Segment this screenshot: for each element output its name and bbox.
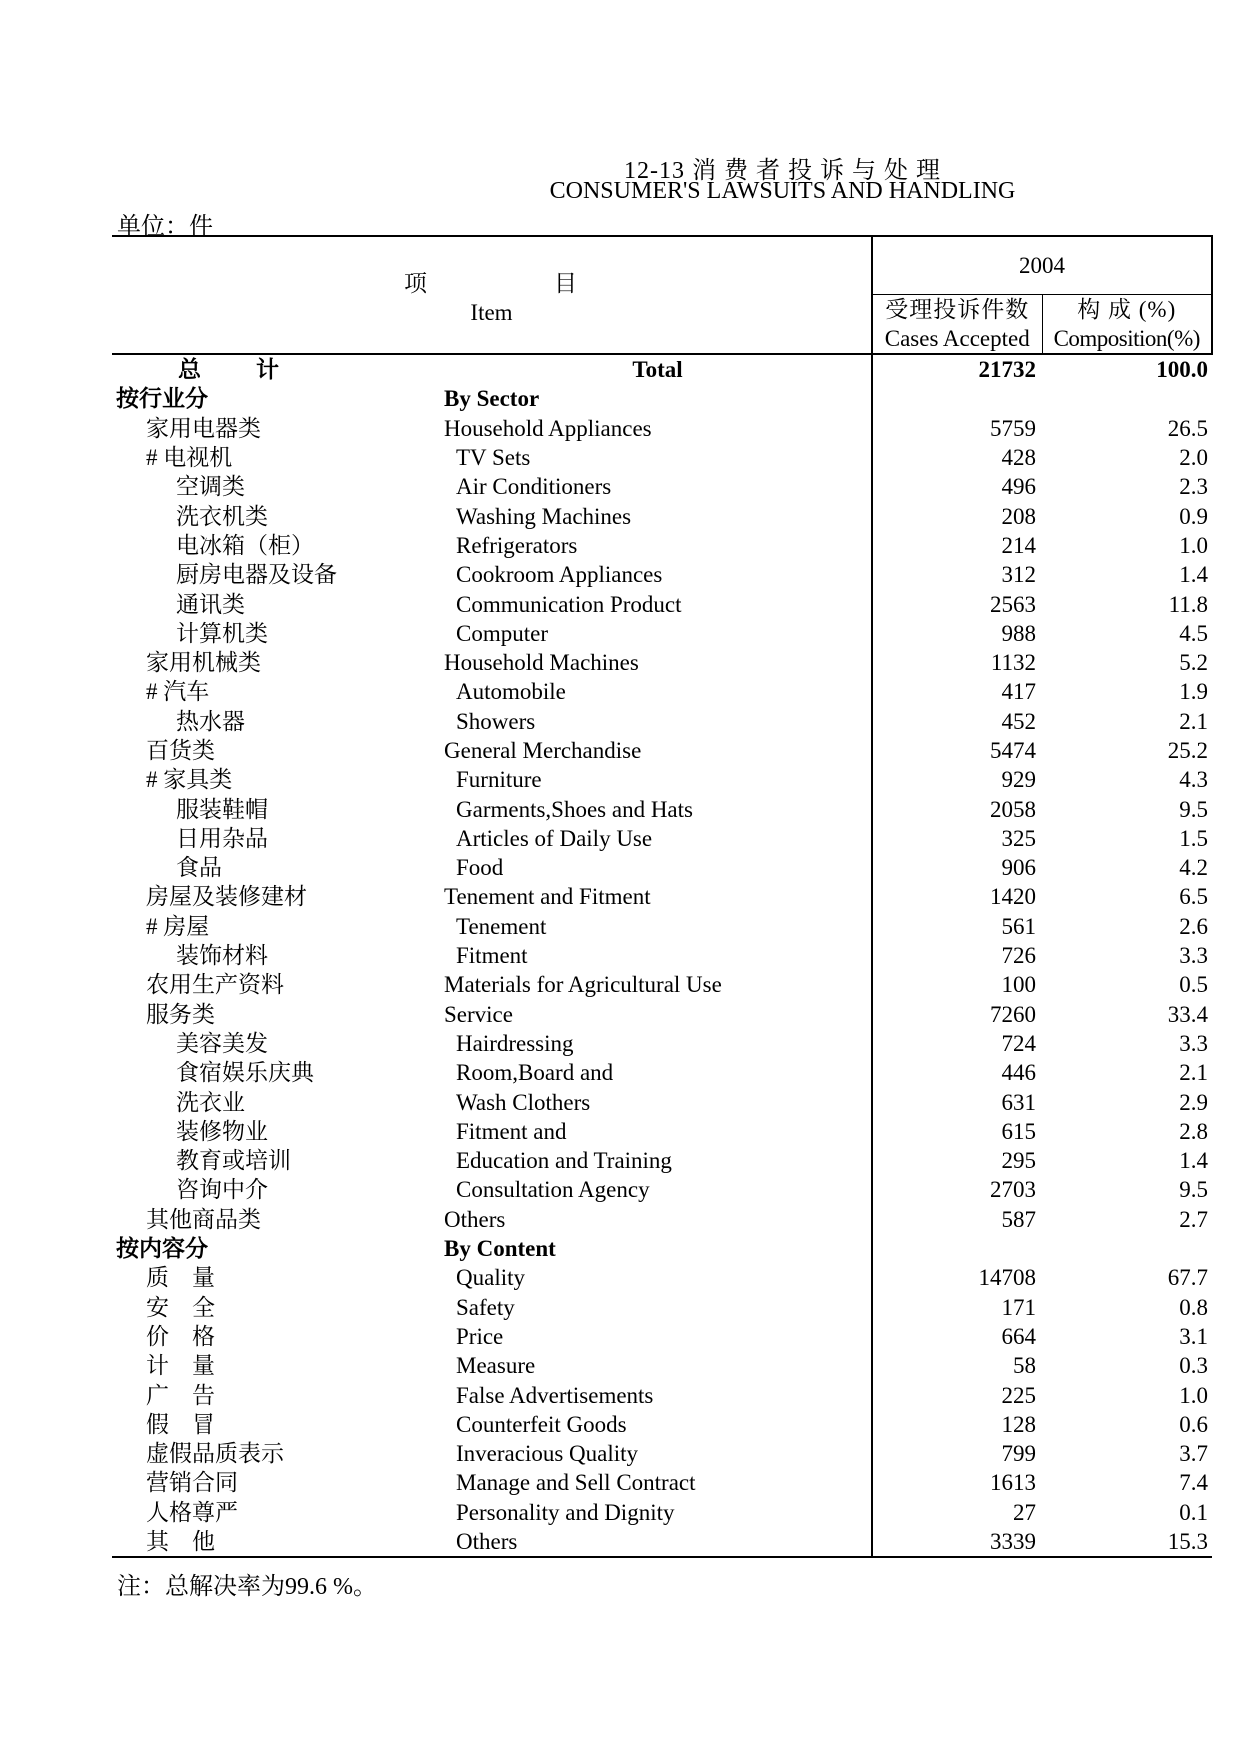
item-header-cn-1: 项: [404, 271, 429, 296]
composition-value: 33.4: [1167, 1001, 1208, 1027]
row-label-en: Manage and Sell Contract: [444, 1468, 872, 1497]
row-label-cn: 安 全: [146, 1294, 215, 1320]
row-label-en: Quality: [444, 1263, 872, 1292]
cases-value: [872, 1234, 1042, 1263]
row-label-cn: 通讯类: [176, 591, 245, 617]
row-label-en: Inveracious Quality: [444, 1439, 872, 1468]
composition-value: 2.9: [1179, 1089, 1208, 1115]
composition-value: 1.0: [1179, 1382, 1208, 1408]
row-label-en: Consultation Agency: [444, 1175, 872, 1204]
composition-value: 0.6: [1179, 1411, 1208, 1437]
composition-value: 9.5: [1179, 1177, 1208, 1203]
table-row: [112, 443, 1212, 472]
table-row: [112, 589, 1212, 618]
table-row: [112, 1351, 1212, 1380]
row-label-en: Articles of Daily Use: [444, 824, 872, 853]
row-label-cn: 日用杂品: [176, 825, 268, 851]
row-label-en: Garments,Shoes and Hats: [444, 794, 872, 823]
cases-header-en: Cases Accepted: [884, 326, 1030, 351]
table-row: [112, 1293, 1212, 1322]
table-row: [112, 414, 1212, 443]
composition-value: 2.1: [1179, 1060, 1208, 1086]
table-row: [112, 1117, 1212, 1146]
table-row: [112, 1146, 1212, 1175]
composition-value: 3.7: [1179, 1441, 1208, 1467]
table-row: [112, 1439, 1212, 1468]
row-label-en: Cookroom Appliances: [444, 560, 872, 589]
composition-value: 25.2: [1167, 738, 1208, 763]
composition-value: 4.3: [1179, 767, 1208, 793]
row-label-cn: 营销合同: [146, 1470, 238, 1496]
row-label-cn: 洗衣业: [176, 1089, 245, 1115]
composition-value: 67.7: [1167, 1265, 1208, 1291]
table-row: [112, 1000, 1212, 1029]
cases-value: 428: [1001, 445, 1036, 471]
composition-value: 0.8: [1179, 1294, 1208, 1320]
row-label-cn: 房屋及装修建材: [146, 884, 307, 910]
row-label-en: Others: [444, 1205, 872, 1234]
row-label-cn: # 汽车: [146, 679, 210, 705]
row-label-en: Showers: [444, 707, 872, 736]
row-label-en: General Merchandise: [444, 736, 872, 765]
cases-value: 1613: [990, 1470, 1036, 1496]
row-label-cn: 电冰箱（柜）: [176, 532, 314, 558]
table-row: [112, 1498, 1212, 1527]
composition-value: 100.0: [1156, 357, 1208, 383]
table-row: [112, 384, 1212, 413]
composition-value: 7.4: [1179, 1470, 1208, 1496]
row-label-cn: 厨房电器及设备: [176, 562, 337, 588]
row-label-cn: 农用生产资料: [146, 972, 284, 998]
row-label-cn: 空调类: [176, 474, 245, 500]
table-row: [112, 648, 1212, 677]
cases-value: 587: [1001, 1206, 1036, 1232]
row-label-en: Personality and Dignity: [444, 1498, 872, 1527]
cases-value: 906: [1001, 855, 1036, 881]
table-row: [112, 736, 1212, 765]
table-row: [112, 1205, 1212, 1234]
cases-value: 496: [1001, 474, 1036, 500]
row-label-cn: 美容美发: [176, 1030, 268, 1056]
table-row: [112, 941, 1212, 970]
table-row: [112, 970, 1212, 999]
row-label-en: Furniture: [444, 765, 872, 794]
table-row: [112, 1263, 1212, 1292]
composition-value: 6.5: [1179, 884, 1208, 910]
table-row: [112, 1380, 1212, 1409]
cases-value: 561: [1001, 913, 1036, 939]
row-label-en: Hairdressing: [444, 1029, 872, 1058]
table-row: [112, 677, 1212, 706]
row-label-cn: 广 告: [146, 1382, 215, 1408]
composition-header: [1042, 295, 1212, 355]
cases-value: 5474: [990, 738, 1036, 763]
table-row: [112, 1087, 1212, 1116]
row-label-cn: # 电视机: [146, 445, 233, 471]
cases-value: 21732: [978, 357, 1036, 383]
cases-value: 2563: [990, 591, 1036, 617]
cases-value: 417: [1001, 679, 1036, 705]
row-label-en: Tenement and Fitment: [444, 882, 872, 911]
table-title-en: CONSUMER'S LAWSUITS AND HANDLING: [549, 178, 1016, 204]
row-label-cn: 咨询中介: [176, 1177, 268, 1203]
year-header: 2004: [872, 236, 1212, 295]
table-row: [112, 531, 1212, 560]
row-label-en: False Advertisements: [444, 1380, 872, 1409]
row-label-en: Fitment: [444, 941, 872, 970]
table-row: [112, 1058, 1212, 1087]
row-label-en: TV Sets: [444, 443, 872, 472]
composition-value: 4.2: [1179, 855, 1208, 881]
composition-value: 9.5: [1179, 796, 1208, 822]
composition-value: 1.4: [1179, 562, 1208, 588]
composition-value: 26.5: [1167, 415, 1208, 441]
cases-value: 27: [1013, 1499, 1036, 1525]
row-label-en: Total: [444, 354, 872, 384]
cases-value: 128: [1001, 1411, 1036, 1437]
row-label-en: Education and Training: [444, 1146, 872, 1175]
cases-value: 726: [1001, 943, 1036, 969]
composition-value: [1042, 384, 1212, 413]
row-label-en: By Sector: [444, 384, 872, 413]
composition-value: 3.3: [1179, 1030, 1208, 1056]
cases-value: 58: [1013, 1353, 1036, 1379]
row-label-cn: 家用电器类: [146, 415, 261, 441]
cases-value: 2058: [990, 796, 1036, 822]
row-label-en: Safety: [444, 1293, 872, 1322]
cases-value: 615: [1001, 1118, 1036, 1144]
row-label-en: Automobile: [444, 677, 872, 706]
composition-value: 1.9: [1179, 679, 1208, 705]
table-row: [112, 560, 1212, 589]
row-label-cn: 计 量: [146, 1353, 215, 1379]
table-row: [112, 619, 1212, 648]
row-label-cn: 装饰材料: [176, 943, 268, 969]
cases-value: 1132: [990, 650, 1036, 676]
row-label-cn: 装修物业: [176, 1118, 268, 1144]
table-row: [112, 707, 1212, 736]
cases-value: 664: [1001, 1323, 1036, 1349]
composition-value: 2.6: [1179, 913, 1208, 939]
cases-header-cn: 受理投诉件数: [885, 297, 1030, 322]
composition-value: 11.8: [1168, 591, 1208, 617]
cases-value: 2703: [990, 1177, 1036, 1203]
row-label-en: Materials for Agricultural Use: [444, 970, 872, 999]
row-label-en: Wash Clothers: [444, 1087, 872, 1116]
table-row: [112, 1029, 1212, 1058]
row-label-en: Measure: [444, 1351, 872, 1380]
row-label-en: Food: [444, 853, 872, 882]
cases-value: 100: [1001, 972, 1036, 998]
cases-header: [872, 295, 1042, 355]
composition-value: 3.3: [1179, 943, 1208, 969]
composition-value: 2.1: [1179, 708, 1208, 734]
composition-value: 1.4: [1179, 1148, 1208, 1174]
composition-value: 2.3: [1179, 474, 1208, 500]
row-label-cn: # 房屋: [146, 913, 210, 939]
row-label-cn: # 家具类: [146, 767, 233, 793]
composition-value: 1.5: [1179, 825, 1208, 851]
row-label-cn: 服务类: [146, 1001, 215, 1027]
composition-value: 0.9: [1179, 503, 1208, 529]
row-label-en: Washing Machines: [444, 501, 872, 530]
row-label-en: Room,Board and: [444, 1058, 872, 1087]
row-label-en: Air Conditioners: [444, 472, 872, 501]
row-label-cn: 教育或培训: [176, 1148, 291, 1174]
row-label-cn: 热水器: [176, 708, 245, 734]
cases-value: 988: [1001, 620, 1036, 646]
table-row: [112, 824, 1212, 853]
composition-value: 0.5: [1179, 972, 1208, 998]
composition-value: 3.1: [1179, 1323, 1208, 1349]
item-header-en: Item: [470, 300, 513, 325]
row-label-cn: 家用机械类: [146, 650, 261, 676]
complaints-table: [112, 235, 1213, 1558]
row-label-cn: 洗衣机类: [176, 503, 268, 529]
row-label-cn: 服装鞋帽: [176, 796, 268, 822]
composition-value: [1042, 1234, 1212, 1263]
cases-value: 325: [1001, 825, 1036, 851]
composition-value: 2.0: [1179, 445, 1208, 471]
composition-value: 15.3: [1042, 1527, 1212, 1557]
row-label-en: Refrigerators: [444, 531, 872, 560]
cases-value: 3339: [872, 1527, 1042, 1557]
row-label-cn: 食品: [176, 855, 222, 881]
row-label-cn: 计算机类: [176, 620, 268, 646]
composition-header-en: Composition(%): [1053, 326, 1200, 351]
row-label-cn: 人格尊严: [146, 1499, 238, 1525]
row-label-cn: 百货类: [146, 738, 215, 763]
cases-value: 446: [1001, 1060, 1036, 1086]
row-label-en: Computer: [444, 619, 872, 648]
cases-value: 452: [1001, 708, 1036, 734]
table-row: [112, 882, 1212, 911]
table-row: [112, 1468, 1212, 1497]
table-row: [112, 1175, 1212, 1204]
table-row: [112, 912, 1212, 941]
row-label-en: By Content: [444, 1234, 872, 1263]
row-label-en: Counterfeit Goods: [444, 1410, 872, 1439]
table-row: [112, 1234, 1212, 1263]
composition-value: 2.7: [1179, 1206, 1208, 1232]
cases-value: 14708: [978, 1265, 1036, 1291]
row-label-cn: 假 冒: [146, 1411, 215, 1437]
unit-label: 单位：件: [117, 214, 213, 240]
composition-value: 0.1: [1179, 1499, 1208, 1525]
row-label-en: Household Machines: [444, 648, 872, 677]
row-label-cn: 按内容分: [116, 1236, 208, 1262]
row-label-en: Price: [444, 1322, 872, 1351]
row-label-cn: 其 他: [112, 1527, 444, 1557]
table-row: [112, 354, 1212, 384]
row-label-cn: 质 量: [146, 1265, 215, 1291]
row-label-en: Tenement: [444, 912, 872, 941]
table-row: [112, 794, 1212, 823]
cases-value: 631: [1001, 1089, 1036, 1115]
row-label-cn: 价 格: [146, 1323, 215, 1349]
cases-value: [872, 384, 1042, 413]
row-label-cn: 食宿娱乐庆典: [176, 1060, 314, 1086]
cases-value: 295: [1001, 1148, 1036, 1174]
footnote: 注：总解决率为99.6 %。: [117, 1574, 377, 1600]
table-row: [112, 472, 1212, 501]
row-label-en: Communication Product: [444, 589, 872, 618]
table-row: [112, 501, 1212, 530]
table-row: [112, 765, 1212, 794]
cases-value: 225: [1001, 1382, 1036, 1408]
cases-value: 208: [1001, 503, 1036, 529]
cases-value: 312: [1001, 562, 1036, 588]
row-label-en: Household Appliances: [444, 414, 872, 443]
cases-value: 724: [1001, 1030, 1036, 1056]
table-title-cn: 12-13 消 费 者 投 诉 与 处 理: [624, 158, 941, 184]
table-row: [112, 1527, 1212, 1557]
cases-value: 929: [1001, 767, 1036, 793]
item-header: [112, 236, 872, 354]
row-label-cn: 按行业分: [116, 386, 208, 412]
composition-value: 1.0: [1179, 532, 1208, 558]
cases-value: 214: [1001, 532, 1036, 558]
composition-value: 2.8: [1179, 1118, 1208, 1144]
row-label-cn: 虚假品质表示: [146, 1441, 284, 1467]
cases-value: 5759: [990, 415, 1036, 441]
table-row: [112, 853, 1212, 882]
composition-value: 5.2: [1179, 650, 1208, 676]
row-label-en: Others: [444, 1527, 872, 1557]
composition-header-cn: 构 成 (%): [1077, 297, 1177, 322]
table-row: [112, 1322, 1212, 1351]
cases-value: 7260: [990, 1001, 1036, 1027]
row-label-en: Service: [444, 1000, 872, 1029]
row-label-en: Fitment and: [444, 1117, 872, 1146]
cases-value: 1420: [990, 884, 1036, 910]
composition-value: 0.3: [1179, 1353, 1208, 1379]
composition-value: 4.5: [1179, 620, 1208, 646]
cases-value: 171: [1001, 1294, 1036, 1320]
cases-value: 799: [1001, 1441, 1036, 1467]
table-row: [112, 1410, 1212, 1439]
item-header-cn-2: 目: [554, 271, 579, 296]
row-label-cn: 总 计: [178, 357, 295, 383]
row-label-cn: 其他商品类: [146, 1206, 261, 1232]
